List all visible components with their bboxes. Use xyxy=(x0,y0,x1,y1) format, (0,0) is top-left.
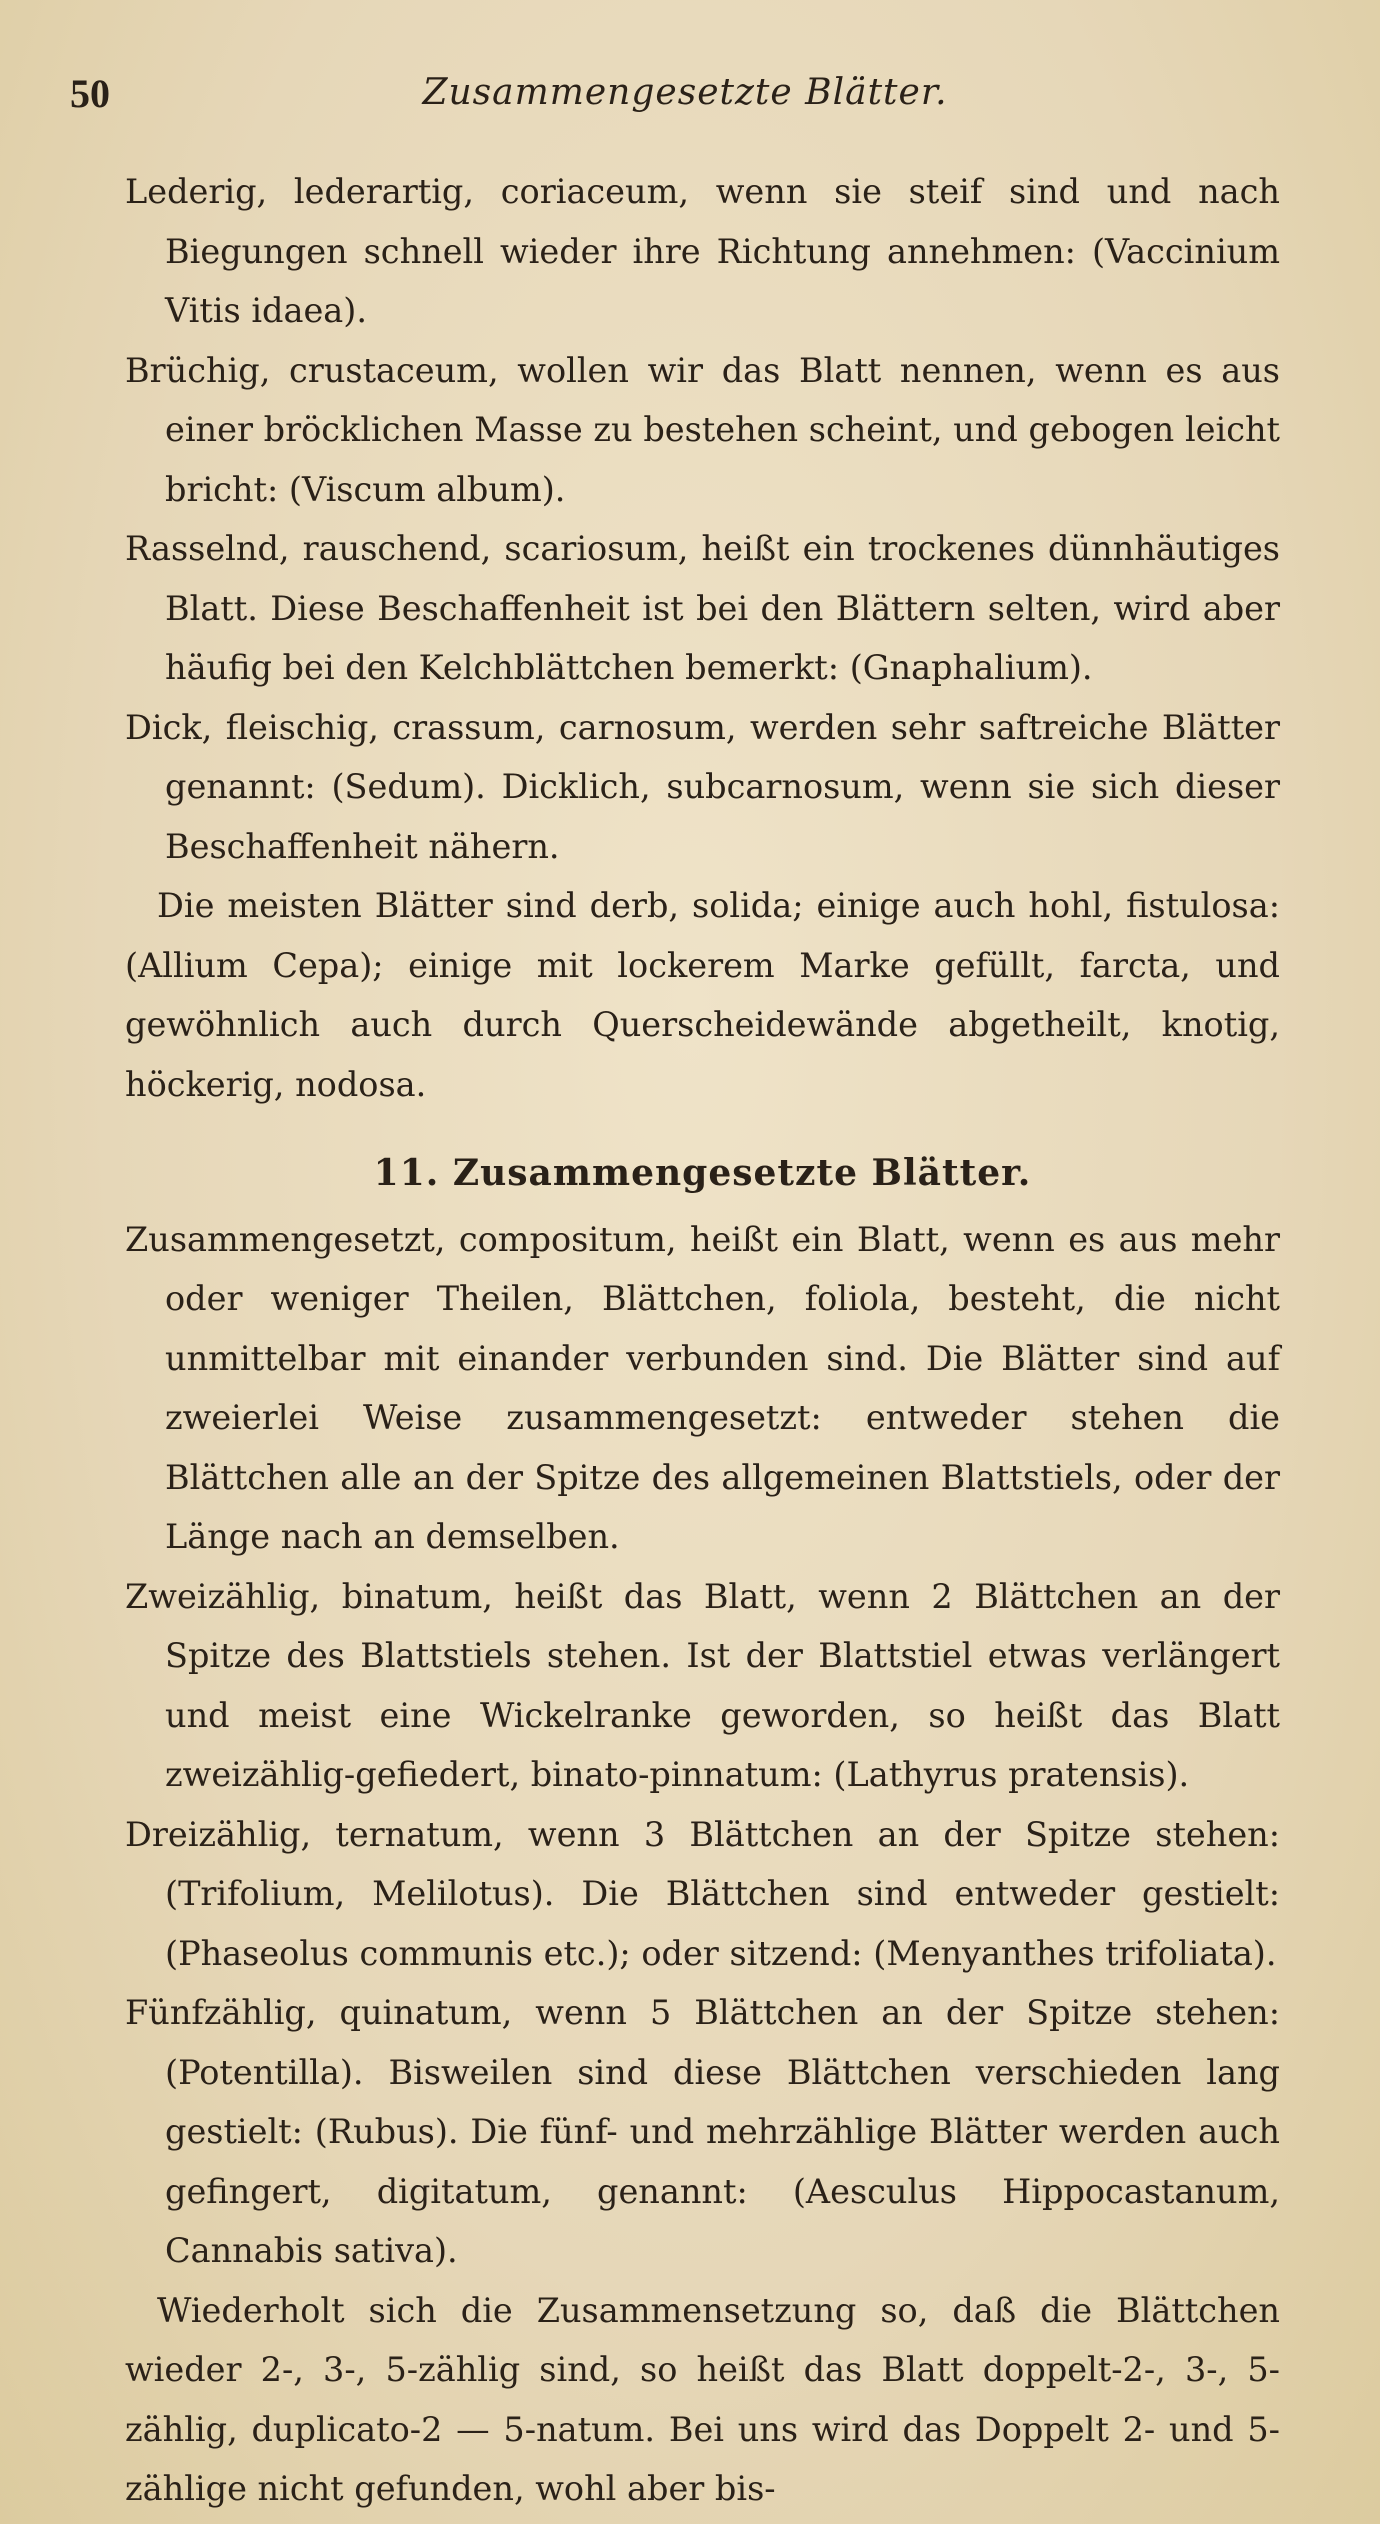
entry-zweizaehlig: Zweizählig, binatum, heißt das Blatt, wenn 2 Blättchen an der Spitze des Blattstiels stehen. Ist der Blattstiel etwas verlängert und meist eine Wickelranke geworden, so heißt das Blatt zweizählig-gefiedert, binato-pinnatum: (Lathyrus pratensis). xyxy=(125,1576,1280,1794)
paragraph-derb: Die meisten Blätter sind derb, solida; einige auch hohl, fistulosa: (Allium Cepa); einige mit lockerem Marke gefüllt, farcta, und gewöhnlich auch durch Querscheidewände abgetheilt, knotig, höckerig, nodosa. xyxy=(125,886,1280,1104)
page-header xyxy=(70,70,1300,130)
entry-bruechig: Brüchig, crustaceum, wollen wir das Blatt nennen, wenn es aus einer bröcklichen Masse zu bestehen scheint, und gebogen leicht bricht: (Viscum album). xyxy=(125,350,1280,509)
entry-dick: Dick, fleischig, crassum, carnosum, werden sehr saftreiche Blätter genannt: (Sedum). Dicklich, subcarnosum, wenn sie sich dieser Beschaffenheit nähern. xyxy=(125,707,1280,866)
entry-dreizaehlig: Dreizählig, ternatum, wenn 3 Blättchen an der Spitze stehen: (Trifolium, Melilotus). Die Blättchen sind entweder gestielt: (Phaseolus communis etc.); oder sitzend: (Menyanthes trifoliata). xyxy=(125,1814,1280,1973)
entry-lederig: Lederig, lederartig, coriaceum, wenn sie steif sind und nach Biegungen schnell wieder ihre Richtung annehmen: (Vaccinium Vitis idaea). xyxy=(125,172,1280,330)
entry-rasselnd: Rasselnd, rauschend, scariosum, heißt ein trockenes dünnhäutiges Blatt. Diese Beschaffenheit ist bei den Blättern selten, wird aber häufig bei den Kelchblättchen bemerkt: (Gnaphalium). xyxy=(125,529,1280,687)
page-number: 50 xyxy=(70,71,110,116)
section-heading: 11. Zusammengesetzte Blätter. xyxy=(373,1152,1032,1194)
running-title: Zusammengesetzte Blätter. xyxy=(422,72,948,113)
page-body xyxy=(125,162,1280,2519)
paragraph-wiederholt: Wiederholt sich die Zusammensetzung so, daß die Blättchen wieder 2-, 3-, 5-zählig sind, so heißt das Blatt doppelt-2-, 3-, 5-zählig, duplicato-2 — 5-natum. Bei uns wird das Doppelt 2- und 5-zählige nicht gefunden, wohl aber bis- xyxy=(125,2290,1280,2508)
entry-fuenfzaehlig: Fünfzählig, quinatum, wenn 5 Blättchen an der Spitze stehen: (Potentilla). Bisweilen sind diese Blättchen verschieden lang gestielt: (Rubus). Die fünf- und mehrzählige Blätter werden auch gefingert, digitatum, genannt: (Aesculus Hippocastanum, Cannabis sativa). xyxy=(125,1993,1280,2270)
entry-zusammengesetzt: Zusammengesetzt, compositum, heißt ein Blatt, wenn es aus mehr oder weniger Theilen, Blättchen, foliola, besteht, die nicht unmittelbar mit einander verbunden sind. Die Blätter sind auf zweierlei Weise zusammengesetzt: entweder stehen die Blättchen alle an der Spitze des allgemeinen Blattstiels, oder der Länge nach an demselben. xyxy=(125,1219,1280,1556)
